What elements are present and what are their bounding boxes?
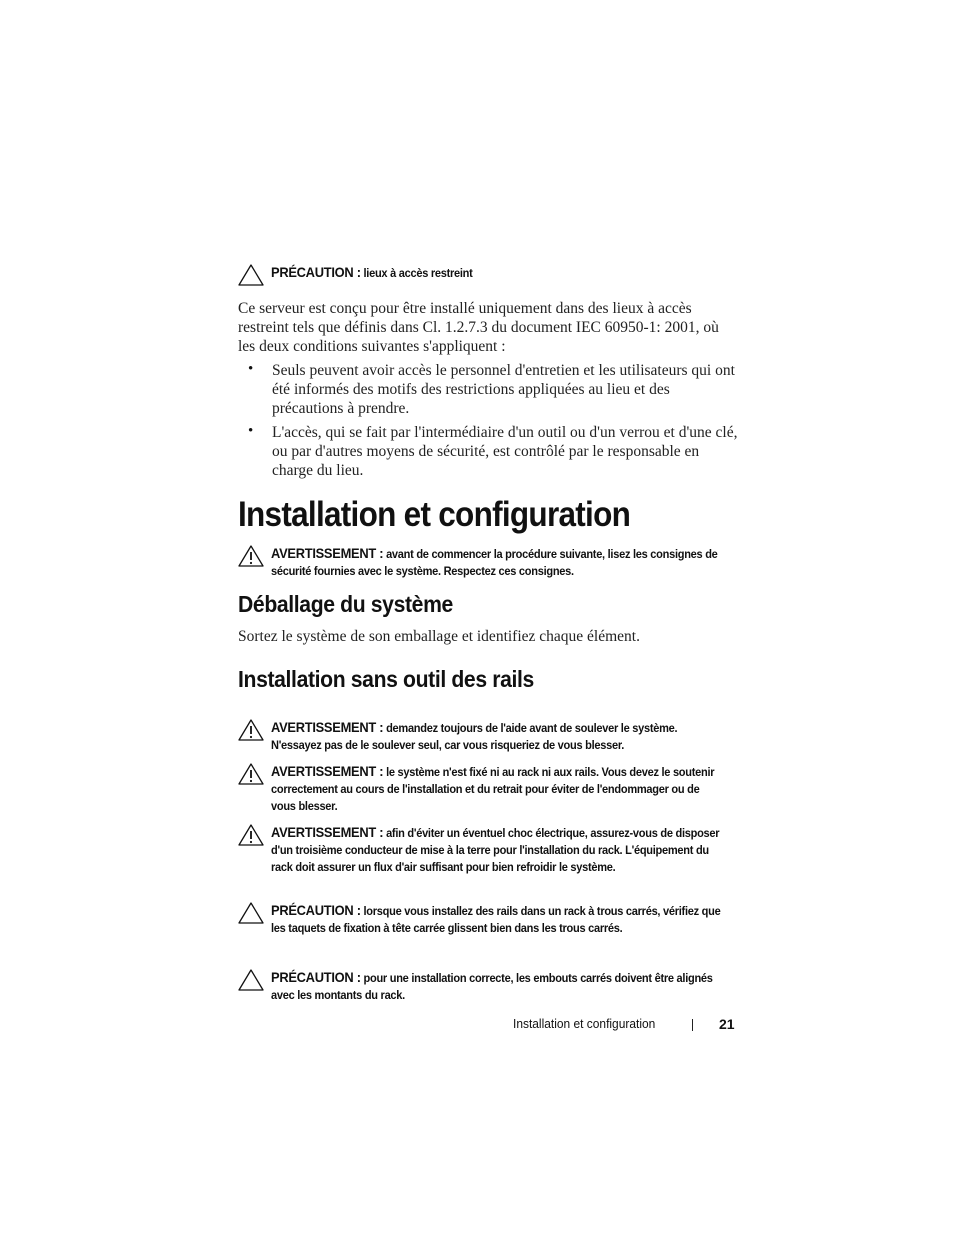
bullet-marker: • <box>248 361 254 377</box>
caution-square-holes <box>238 902 738 937</box>
warning-not-secured <box>238 763 738 815</box>
notice-text: avant de commencer la procédure suivante, lisez les consignes de sécurité fournies avec le système. Respectez ces consignes. <box>271 547 718 578</box>
caution-triangle-icon <box>238 902 264 924</box>
caution-restricted-access <box>238 264 738 282</box>
notice-text: lorsque vous installez des rails dans un rack à trous carrés, vérifiez que les taquets de fixation à tête carrée glissent bien dans les trous carrés. <box>271 904 721 935</box>
notice-label: AVERTISSEMENT : <box>271 545 384 561</box>
bullet-item: Seuls peuvent avoir accès le personnel d'entretien et les utilisateurs qui ont été informés des motifs des restrictions appliquées au lieu et des précautions à prendre. <box>272 362 735 417</box>
caution-triangle-icon <box>238 969 264 991</box>
notice-label: AVERTISSEMENT : <box>271 719 384 735</box>
notice-text: pour une installation correcte, les embouts carrés doivent être alignés avec les montants du rack. <box>271 971 713 1002</box>
warning-triangle-icon <box>238 824 264 846</box>
notice-text: le système n'est fixé ni au rack ni aux rails. Vous devez le soutenir correctement au cours de l'installation et du retrait pour éviter de l'endommager ou de vous blesser. <box>271 765 715 813</box>
notice-label: PRÉCAUTION : <box>271 969 361 985</box>
notice-text: lieux à accès restreint <box>363 266 473 280</box>
notice-text: demandez toujours de l'aide avant de soulever le système. N'essayez pas de le soulever seul, car vous risqueriez de vous blesser. <box>271 721 678 752</box>
notice-label: PRÉCAUTION : <box>271 902 361 918</box>
warning-safety-instructions <box>238 545 738 580</box>
warning-electrical-ground <box>238 824 738 876</box>
warning-triangle-icon <box>238 719 264 741</box>
footer-section-title: Installation et configuration <box>513 1016 656 1031</box>
bullet-marker: • <box>248 423 254 439</box>
unpacking-paragraph: Sortez le système de son emballage et identifiez chaque élément. <box>238 628 640 645</box>
notice-label: AVERTISSEMENT : <box>271 824 384 840</box>
intro-paragraph: Ce serveur est conçu pour être installé uniquement dans des lieux à accès restreint tels que définis dans Cl. 1.2.7.3 du document IEC 60950-1: 2001, où les deux conditions suivantes s'appliquent : <box>238 300 719 355</box>
page-number: 21 <box>719 1016 735 1032</box>
footer-divider <box>692 1019 693 1031</box>
caution-triangle-icon <box>238 264 264 286</box>
section-heading-rails: Installation sans outil des rails <box>238 666 534 692</box>
warning-triangle-icon <box>238 763 264 785</box>
section-heading-unpacking: Déballage du système <box>238 591 453 617</box>
notice-label: PRÉCAUTION : <box>271 264 361 280</box>
page-title: Installation et configuration <box>238 495 631 534</box>
bullet-item: L'accès, qui se fait par l'intermédiaire d'un outil ou d'un verrou et d'une clé, ou par d'autres moyens de sécurité, est contrôlé par le responsable en charge du lieu. <box>272 424 738 479</box>
caution-alignment <box>238 969 738 1004</box>
warning-lifting <box>238 719 738 754</box>
warning-triangle-icon <box>238 545 264 567</box>
notice-label: AVERTISSEMENT : <box>271 763 384 779</box>
notice-text: afin d'éviter un éventuel choc électrique, assurez-vous de disposer d'un troisième conducteur de mise à la terre pour l'installation du rack. L'équipement du rack doit assurer un flux d'air suffisant pour bien refroidir le système. <box>271 826 720 874</box>
